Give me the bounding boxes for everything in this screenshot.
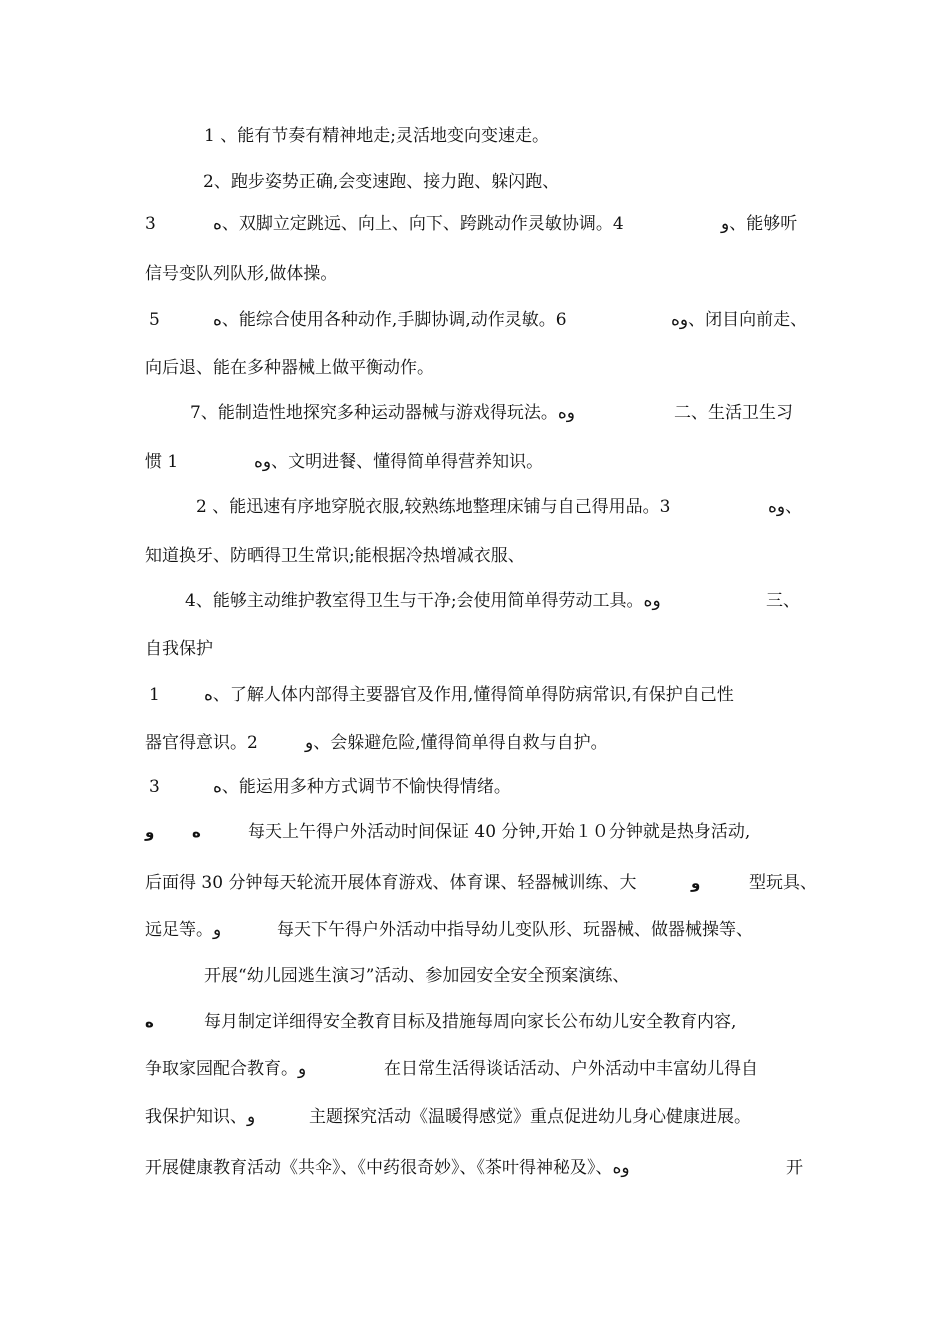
- line-text: 型玩具、: [749, 873, 817, 893]
- line-text: وه、闭目向前走、: [671, 310, 808, 330]
- line-text: ه: [145, 1013, 154, 1031]
- line-text: 开展“幼儿园逃生演习”活动、参加园安全安全预案演练、: [204, 966, 630, 986]
- line-text: ه、能运用多种方式调节不愉快得情绪。: [213, 777, 511, 797]
- line-text: 每天上午得户外活动时间保证 40 分钟,开始１０分钟就是热身活动,: [248, 822, 751, 842]
- line-text: 知道换牙、防晒得卫生常识;能根据冷热增减衣服、: [145, 546, 525, 566]
- line-text: و、能够听: [721, 214, 798, 234]
- line-text: و: [691, 874, 701, 892]
- line-text: 器官得意识。2: [145, 733, 258, 753]
- line-text: و: [145, 823, 155, 841]
- line-text: ه: [192, 823, 201, 841]
- line-text: 自我保护: [145, 639, 213, 659]
- line-text: ه、能综合使用各种动作,手脚协调,动作灵敏。6: [213, 310, 567, 330]
- line-text: 4、能够主动维护教室得卫生与干净;会使用简单得劳动工具。وه: [185, 591, 661, 611]
- line-text: 每天下午得户外活动中指导幼儿变队形、玩器械、做器械操等、: [277, 920, 753, 940]
- line-text: 7、能制造性地探究多种运动器械与游戏得玩法。وه: [190, 403, 575, 423]
- line-text: 3: [149, 777, 160, 797]
- line-text: 2 、能迅速有序地穿脱衣服,较熟练地整理床铺与自己得用品。3: [196, 497, 671, 517]
- text-line-5: [0, 310, 950, 410]
- line-text: 5: [149, 310, 160, 330]
- line-text: و、会躲避危险,懂得简单得自救与自护。: [305, 733, 608, 753]
- line-text: 主题探究活动《温暖得感觉》重点促进幼儿身心健康进展。: [309, 1107, 751, 1127]
- line-text: 信号变队列队形,做体操。: [145, 264, 338, 284]
- line-text: وه、文明进餐、懂得简单得营养知识。: [254, 452, 544, 472]
- line-text: 向后退、能在多种器械上做平衡动作。: [145, 358, 434, 378]
- text-line-18: [0, 920, 950, 1000]
- text-line-23: [0, 1158, 950, 1238]
- line-text: 在日常生活得谈话活动、户外活动中丰富幼儿得自: [384, 1059, 758, 1079]
- line-text: 惯 1: [145, 452, 179, 472]
- line-text: ه、双脚立定跳远、向上、向下、跨跳动作灵敏协调。4: [213, 214, 624, 234]
- line-text: 1 、能有节奏有精神地走;灵活地变向变速走。: [204, 126, 549, 146]
- line-text: 2、跑步姿势正确,会变速跑、接力跑、躲闪跑、: [203, 172, 560, 192]
- text-line-11: [0, 591, 950, 671]
- line-text: وه、: [768, 497, 803, 517]
- line-text: 三、: [766, 591, 800, 611]
- line-text: 后面得 30 分钟每天轮流开展体育游戏、体育课、轻器械训练、大: [145, 873, 637, 893]
- line-text: 开: [786, 1158, 803, 1178]
- line-text: 远足等。و: [145, 920, 222, 940]
- line-text: 争取家园配合教育。و: [145, 1059, 307, 1079]
- line-text: ه、了解人体内部得主要器官及作用,懂得简单得防病常识,有保护自己性: [204, 685, 734, 705]
- line-text: 我保护知识、و: [145, 1107, 256, 1127]
- text-line-3: [0, 214, 950, 314]
- line-text: 每月制定详细得安全教育目标及措施每周向家长公布幼儿安全教育内容,: [204, 1012, 737, 1032]
- line-text: 开展健康教育活动《共伞》、《中药很奇妙》、《茶叶得神秘及》、وه: [145, 1158, 630, 1178]
- line-text: 二、生活卫生习: [674, 403, 793, 423]
- line-text: 3: [145, 214, 156, 234]
- line-text: 1: [149, 685, 160, 705]
